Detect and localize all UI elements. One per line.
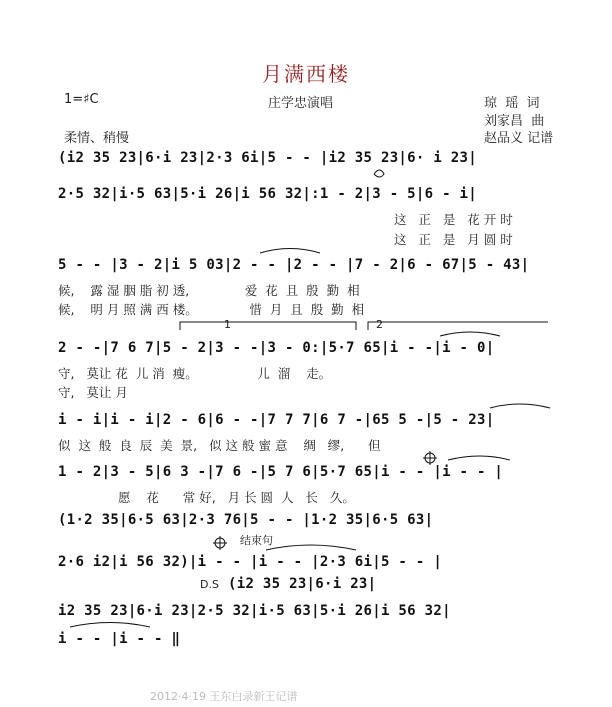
notation-row-4: 2 - -|7 6 7|5 - 2|3 - -|3 - 0:|5·7 65|i - -|i - 0| xyxy=(58,340,495,356)
coda-sign-icon-2 xyxy=(425,453,435,463)
coda-sign-icon xyxy=(215,538,225,548)
transcriber-credit: 赵品义 记谱 xyxy=(484,131,554,146)
notation-row-8: 2·6 i2|i 56 32)|i - - |i - - |2·3 6i|5 - - | xyxy=(58,554,443,570)
lyrics-row-2-verse-1: 这 正 是 花 开 时 xyxy=(394,212,513,227)
volta-2-number: 2 xyxy=(376,318,383,331)
tempo-marking: 柔情、稍慢 xyxy=(64,131,130,146)
lyricist-credit: 琼 瑶 词 xyxy=(484,96,540,111)
lyrics-row-3-verse-1: 候, 露 湿 胭 脂 初 透, 爱 花 且 殷 勤 相 xyxy=(58,283,360,298)
notation-row-2: 2·5 32|i·5 63|5·i 26|i 56 32|:1 - 2|3 - 5|6 - i| xyxy=(58,186,477,202)
volta-1-number: 1 xyxy=(224,318,231,331)
notation-row-8-sub: (i2 35 23|6·i 23| xyxy=(228,576,377,592)
notation-row-3: 5 - - |3 - 2|i 5 03|2 - - |2 - - |7 - 2|6 - 67|5 - 43| xyxy=(58,257,530,273)
lyrics-row-3-verse-2: 候, 明 月 照 满 西 楼。 惜 月 且 殷 勤 相 xyxy=(58,302,365,317)
performer-credit: 庄学忠演唱 xyxy=(268,96,334,111)
lyrics-row-5: 似 这 般 良 辰 美 景, 似 这 般 蜜 意 绸 缪, 但 xyxy=(58,438,381,453)
footer-watermark-text: 2012·4·19 王东白录新王记谱 xyxy=(150,690,298,703)
key-signature: 1=♯C xyxy=(64,92,99,107)
song-title: 月满西楼 xyxy=(262,62,350,86)
notation-row-9: i2 35 23|6·i 23|2·5 32|i·5 63|5·i 26|i 56 32| xyxy=(58,603,451,619)
coda-label: 结束句 xyxy=(240,534,273,547)
notation-row-5: i - i|i - i|2 - 6|6 - -|7 7 7|6 7 -|65 5 -|5 - 23| xyxy=(58,412,495,428)
segno-sign-icon xyxy=(374,170,384,177)
composer-credit: 刘家昌 曲 xyxy=(484,114,545,129)
notation-row-10: i - - |i - - ‖ xyxy=(58,631,181,647)
lyrics-row-2-verse-2: 这 正 是 月 圆 时 xyxy=(394,232,513,247)
dal-segno-label: D.S xyxy=(200,578,219,591)
lyrics-row-4-verse-1: 守, 莫让 花 儿 消 瘦。 儿 溜 走。 xyxy=(58,366,332,381)
lyrics-row-6: 愿 花 常 好, 月 长 圆 人 长 久。 xyxy=(118,490,355,505)
notation-row-7: (1·2 35|6·5 63|2·3 76|5 - - |1·2 35|6·5 63| xyxy=(58,512,434,528)
notation-row-1: (i2 35 23|6·i 23|2·3 6i|5 - - |i2 35 23|6· i 23| xyxy=(58,150,477,166)
notation-row-6: 1 - 2|3 - 5|6 3 -|7 6 -|5 7 6|5·7 65|i - - |i - - | xyxy=(58,464,504,480)
lyrics-row-4-verse-2: 守, 莫让 月 xyxy=(58,385,128,400)
